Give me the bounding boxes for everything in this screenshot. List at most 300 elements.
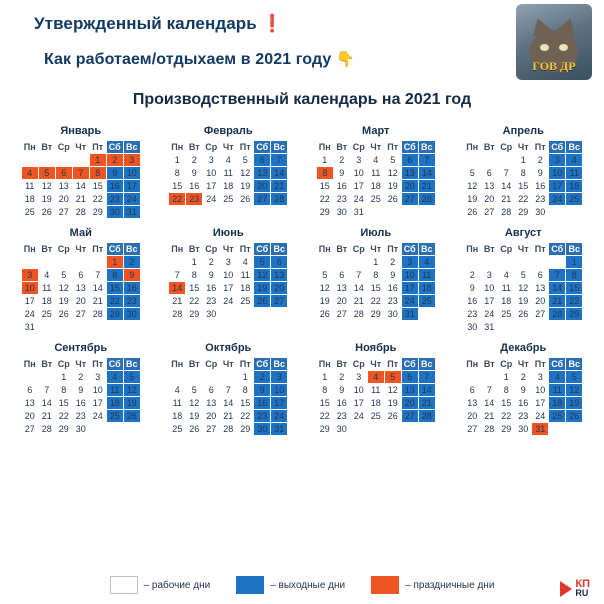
day-cell: 3	[225, 257, 231, 267]
weekday-header-2: Вт	[188, 359, 200, 369]
week-row	[317, 256, 435, 268]
day-cell: 8	[373, 270, 379, 280]
weekday-header-3: Ср	[57, 142, 70, 152]
week-row	[464, 410, 582, 422]
day-cell: 8	[322, 385, 328, 395]
day-cell: 29	[319, 207, 330, 217]
day-cell: 28	[92, 309, 103, 319]
day-cell-empty	[549, 423, 565, 435]
weekday-header-7: Вс	[271, 243, 287, 255]
day-cell: 14	[92, 283, 103, 293]
day-cell: 3	[549, 154, 565, 166]
day-cell: 11	[549, 384, 565, 396]
day-cell: 13	[484, 181, 495, 191]
day-cell: 11	[172, 398, 182, 408]
day-cell: 4	[22, 167, 38, 179]
day-cell: 1	[191, 257, 197, 267]
weekday-header-3: Ср	[352, 359, 365, 369]
day-cell: 20	[24, 411, 35, 421]
week-row	[22, 295, 140, 307]
day-cell: 14	[419, 167, 435, 179]
watermark-text	[575, 580, 590, 598]
day-cell-empty	[169, 256, 185, 268]
day-cell: 25	[419, 295, 435, 307]
day-cell: 14	[419, 384, 435, 396]
day-cell: 28	[484, 424, 495, 434]
week-row	[22, 154, 140, 166]
month-table	[463, 140, 583, 219]
day-cell: 2	[254, 371, 270, 383]
day-cell: 11	[371, 385, 381, 395]
day-cell: 17	[353, 181, 364, 191]
legend-swatch-working	[110, 576, 138, 594]
day-cell: 20	[484, 194, 495, 204]
day-cell: 13	[206, 398, 217, 408]
cat-eye-right-icon	[559, 44, 568, 51]
day-cell: 8	[191, 270, 197, 280]
day-cell: 5	[254, 256, 270, 268]
day-cell: 26	[254, 295, 270, 307]
day-cell: 16	[387, 283, 398, 293]
weekday-header-2: Вт	[41, 244, 53, 254]
day-cell: 23	[254, 410, 270, 422]
day-cell: 3	[356, 155, 362, 165]
day-cell: 30	[467, 322, 478, 332]
day-cell: 1	[107, 256, 123, 268]
weekday-header-4: Чт	[517, 359, 529, 369]
day-cell: 24	[535, 411, 546, 421]
month-name: Февраль	[203, 125, 253, 137]
day-cell: 2	[390, 257, 396, 267]
week-row	[22, 180, 140, 192]
day-cell: 18	[419, 282, 435, 294]
weekday-header-1: Пн	[466, 244, 479, 254]
day-cell: 27	[467, 424, 478, 434]
day-cell: 21	[75, 194, 86, 204]
day-cell-empty	[317, 256, 333, 268]
day-cell: 11	[107, 384, 123, 396]
day-cell: 9	[107, 167, 123, 179]
day-cell-empty	[532, 256, 548, 268]
day-cell: 9	[78, 385, 84, 395]
day-cell: 14	[169, 282, 185, 294]
legend-item-holiday	[371, 576, 494, 594]
day-cell: 17	[535, 398, 546, 408]
day-cell: 5	[385, 371, 401, 383]
weekday-header-6: Сб	[549, 141, 565, 153]
day-cell: 8	[61, 385, 67, 395]
day-cell-empty	[56, 154, 72, 166]
day-cell: 24	[484, 309, 495, 319]
week-row	[317, 371, 435, 383]
weekday-header-4: Чт	[370, 142, 382, 152]
weekday-header-4: Чт	[222, 142, 234, 152]
day-cell: 4	[225, 155, 231, 165]
weekday-header-6: Сб	[107, 243, 123, 255]
day-cell: 20	[467, 411, 478, 421]
watermark-top: КП	[575, 578, 590, 590]
day-cell: 10	[402, 269, 418, 281]
day-cell: 12	[254, 269, 270, 281]
day-cell: 10	[535, 385, 546, 395]
day-cell: 29	[319, 424, 330, 434]
weekday-header-6: Сб	[107, 141, 123, 153]
day-cell: 7	[503, 168, 509, 178]
month-name: Сентябрь	[54, 342, 108, 354]
week-row	[317, 410, 435, 422]
week-row	[22, 410, 140, 422]
week-row	[22, 423, 140, 435]
week-row	[169, 308, 287, 320]
day-cell: 19	[467, 194, 478, 204]
week-row	[464, 423, 582, 435]
day-cell: 18	[240, 283, 251, 293]
month-table	[316, 242, 436, 321]
day-cell-empty	[73, 154, 89, 166]
day-cell: 21	[271, 180, 287, 192]
week-row	[169, 423, 287, 435]
day-cell: 15	[501, 398, 512, 408]
day-cell: 1	[520, 155, 526, 165]
day-cell-empty	[220, 371, 236, 383]
weekday-header-6: Сб	[254, 243, 270, 255]
day-cell: 24	[223, 296, 234, 306]
day-cell: 10	[353, 168, 364, 178]
day-cell-empty	[481, 371, 497, 383]
day-cell: 29	[189, 309, 200, 319]
day-cell: 11	[419, 269, 435, 281]
day-cell: 3	[271, 371, 287, 383]
week-row	[317, 269, 435, 281]
day-cell: 30	[206, 309, 217, 319]
day-cell: 26	[41, 207, 52, 217]
day-cell: 1	[174, 155, 180, 165]
day-cell: 11	[566, 167, 582, 179]
day-cell-empty	[107, 321, 123, 333]
day-cell: 28	[549, 308, 565, 320]
month-name: Июль	[360, 227, 392, 239]
day-cell: 12	[387, 168, 398, 178]
week-row	[464, 180, 582, 192]
day-cell: 12	[387, 385, 398, 395]
day-cell: 10	[206, 168, 217, 178]
week-row	[464, 193, 582, 205]
day-cell: 15	[92, 181, 103, 191]
day-cell: 11	[42, 283, 52, 293]
day-cell: 25	[566, 193, 582, 205]
day-cell-empty	[90, 423, 106, 435]
day-cell: 20	[75, 296, 86, 306]
day-cell: 22	[518, 194, 529, 204]
day-cell: 7	[271, 154, 287, 166]
weekday-header-4: Чт	[75, 142, 87, 152]
day-cell: 29	[501, 424, 512, 434]
day-cell: 26	[240, 194, 251, 204]
weekday-header-5: Пт	[387, 142, 399, 152]
day-cell: 12	[58, 283, 69, 293]
day-cell: 5	[39, 167, 55, 179]
month-11	[305, 342, 447, 436]
day-cell: 30	[387, 309, 398, 319]
week-row	[317, 154, 435, 166]
day-cell: 29	[518, 207, 529, 217]
day-cell: 19	[254, 282, 270, 294]
weekday-header-3: Ср	[500, 359, 513, 369]
day-cell: 12	[189, 398, 200, 408]
day-cell: 14	[41, 398, 52, 408]
day-cell: 21	[92, 296, 103, 306]
week-row	[22, 397, 140, 409]
day-cell: 1	[242, 372, 248, 382]
week-row	[464, 282, 582, 294]
day-cell: 16	[336, 398, 347, 408]
day-cell: 23	[518, 411, 529, 421]
month-table	[21, 140, 141, 219]
weekday-header-7: Вс	[566, 358, 582, 370]
day-cell: 3	[402, 256, 418, 268]
day-cell: 8	[520, 168, 526, 178]
day-cell: 15	[370, 283, 381, 293]
weekday-header-1: Пн	[23, 142, 36, 152]
day-cell: 16	[124, 282, 140, 294]
day-cell: 26	[387, 411, 398, 421]
day-cell: 13	[24, 398, 35, 408]
day-cell: 30	[254, 423, 270, 435]
day-cell-empty	[39, 154, 55, 166]
day-cell-empty	[549, 321, 565, 333]
day-cell-empty	[39, 371, 55, 383]
day-cell: 1	[90, 154, 106, 166]
weekday-header-1: Пн	[23, 244, 36, 254]
day-cell-empty	[566, 423, 582, 435]
day-cell: 4	[549, 371, 565, 383]
week-row	[169, 295, 287, 307]
week-row	[22, 167, 140, 179]
day-cell: 7	[419, 154, 435, 166]
weekday-header-7: Вс	[566, 243, 582, 255]
day-cell: 11	[501, 283, 511, 293]
day-cell-empty	[464, 371, 480, 383]
day-cell: 29	[107, 308, 123, 320]
legend-item-working	[110, 576, 211, 594]
day-cell: 24	[271, 410, 287, 422]
day-cell: 10	[271, 384, 287, 396]
week-row	[464, 167, 582, 179]
day-cell: 17	[124, 180, 140, 192]
weekday-header-4: Чт	[370, 244, 382, 254]
day-cell: 19	[41, 194, 52, 204]
day-cell: 30	[336, 207, 347, 217]
day-cell: 17	[549, 180, 565, 192]
day-cell: 23	[206, 296, 217, 306]
weekday-header-3: Ср	[205, 142, 218, 152]
day-cell: 21	[419, 397, 435, 409]
day-cell-empty	[498, 321, 514, 333]
weekday-header-2: Вт	[188, 142, 200, 152]
month-12	[453, 342, 595, 436]
day-cell: 2	[107, 154, 123, 166]
weekday-header-3: Ср	[500, 244, 513, 254]
day-cell: 15	[107, 282, 123, 294]
weekday-header-2: Вт	[483, 142, 495, 152]
day-cell: 5	[566, 371, 582, 383]
week-row	[317, 180, 435, 192]
day-cell: 21	[353, 296, 364, 306]
pointing-down-hand-icon: 👇	[335, 51, 355, 68]
day-cell: 7	[73, 167, 89, 179]
weekday-header-6: Сб	[549, 243, 565, 255]
week-row	[169, 371, 287, 383]
calendar-grid	[0, 125, 604, 436]
page-title: Производственный календарь на 2021 год	[132, 91, 472, 108]
weekday-header-4: Чт	[517, 244, 529, 254]
day-cell: 22	[240, 411, 251, 421]
legend	[0, 576, 604, 594]
month-10	[158, 342, 300, 436]
day-cell: 11	[240, 270, 250, 280]
day-cell: 17	[92, 398, 103, 408]
weekday-header-5: Пт	[239, 244, 251, 254]
day-cell: 7	[44, 385, 50, 395]
day-cell-empty	[385, 206, 401, 218]
day-cell: 13	[271, 269, 287, 281]
day-cell: 18	[566, 180, 582, 192]
weekday-header-1: Пн	[318, 142, 331, 152]
weekday-header-2: Вт	[41, 142, 53, 152]
day-cell: 11	[371, 168, 381, 178]
day-cell: 27	[535, 309, 546, 319]
day-cell: 14	[223, 398, 234, 408]
weekday-header-7: Вс	[419, 141, 435, 153]
month-table	[21, 357, 141, 436]
day-cell-empty	[22, 371, 38, 383]
day-cell-empty	[481, 256, 497, 268]
day-cell: 6	[339, 270, 345, 280]
day-cell: 13	[535, 283, 546, 293]
day-cell: 2	[124, 256, 140, 268]
month-name: Январь	[60, 125, 102, 137]
day-cell: 7	[486, 385, 492, 395]
weekday-header-7: Вс	[271, 358, 287, 370]
day-cell: 25	[370, 194, 381, 204]
day-cell-empty	[402, 423, 418, 435]
day-cell-empty	[107, 423, 123, 435]
day-cell: 3	[356, 372, 362, 382]
weekday-header-6: Сб	[402, 141, 418, 153]
weekday-header-2: Вт	[336, 244, 348, 254]
day-cell: 18	[24, 194, 35, 204]
month-8	[453, 227, 595, 334]
weekday-header-1: Пн	[171, 244, 184, 254]
exclamation-icon: ❗	[261, 14, 283, 33]
weekday-header-4: Чт	[517, 142, 529, 152]
day-cell-empty	[419, 423, 435, 435]
day-cell: 2	[339, 372, 345, 382]
day-cell: 25	[107, 410, 123, 422]
day-cell: 15	[319, 181, 330, 191]
weekday-header-5: Пт	[534, 142, 546, 152]
day-cell: 6	[271, 256, 287, 268]
star-icon	[560, 581, 572, 597]
day-cell: 22	[107, 295, 123, 307]
day-cell: 24	[353, 194, 364, 204]
day-cell: 6	[469, 385, 475, 395]
weekday-header-3: Ср	[205, 244, 218, 254]
day-cell-empty	[549, 206, 565, 218]
weekday-header-6: Сб	[402, 358, 418, 370]
day-cell: 6	[402, 154, 418, 166]
day-cell: 1	[322, 372, 328, 382]
day-cell: 19	[240, 181, 251, 191]
day-cell: 12	[124, 384, 140, 396]
month-table	[168, 140, 288, 206]
day-cell: 19	[189, 411, 200, 421]
day-cell: 5	[322, 270, 328, 280]
day-cell: 16	[189, 181, 200, 191]
day-cell: 18	[370, 181, 381, 191]
weekday-header-6: Сб	[549, 358, 565, 370]
day-cell: 12	[467, 181, 478, 191]
day-cell: 22	[58, 411, 69, 421]
day-cell: 6	[78, 270, 84, 280]
day-cell: 25	[223, 194, 234, 204]
day-cell: 14	[75, 181, 86, 191]
day-cell: 21	[501, 194, 512, 204]
day-cell: 27	[336, 309, 347, 319]
weekday-header-6: Сб	[254, 358, 270, 370]
weekday-header-1: Пн	[466, 142, 479, 152]
day-cell-empty	[39, 256, 55, 268]
day-cell: 24	[24, 309, 35, 319]
day-cell-empty	[169, 371, 185, 383]
week-row	[317, 206, 435, 218]
week-row	[317, 384, 435, 396]
weekday-header-5: Пт	[92, 142, 104, 152]
week-row	[464, 371, 582, 383]
weekday-header-5: Пт	[92, 244, 104, 254]
day-cell: 22	[319, 411, 330, 421]
day-cell: 3	[537, 372, 543, 382]
week-row	[22, 269, 140, 281]
day-cell: 20	[271, 282, 287, 294]
day-cell: 4	[242, 257, 248, 267]
day-cell: 24	[353, 411, 364, 421]
day-cell: 17	[402, 282, 418, 294]
day-cell: 14	[271, 167, 287, 179]
week-row	[22, 371, 140, 383]
day-cell: 19	[319, 296, 330, 306]
day-cell: 2	[78, 372, 84, 382]
day-cell: 15	[319, 398, 330, 408]
day-cell: 1	[566, 256, 582, 268]
day-cell: 11	[25, 181, 35, 191]
day-cell: 22	[189, 296, 200, 306]
day-cell: 31	[484, 322, 495, 332]
day-cell: 27	[24, 424, 35, 434]
day-cell: 23	[124, 295, 140, 307]
week-row	[317, 193, 435, 205]
avatar-tag: ГОВ ДР	[532, 59, 576, 73]
month-3	[305, 125, 447, 219]
day-cell: 27	[402, 193, 418, 205]
day-cell-empty	[385, 423, 401, 435]
day-cell: 5	[191, 385, 197, 395]
week-row	[169, 397, 287, 409]
day-cell: 18	[107, 397, 123, 409]
month-name: Декабрь	[500, 342, 547, 354]
weekday-header-4: Чт	[75, 244, 87, 254]
day-cell: 28	[419, 193, 435, 205]
